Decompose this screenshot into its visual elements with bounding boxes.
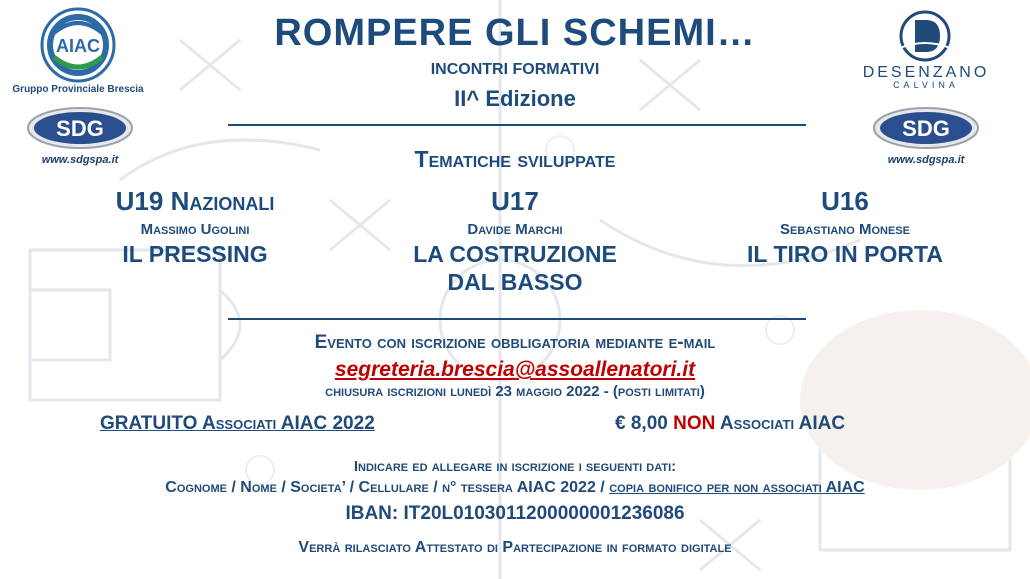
header-divider [228,124,806,126]
session-category: U17 [491,186,539,216]
edition-label: II^ Edizione [454,86,576,111]
session-category: U19 Nazionali [115,186,275,216]
pricing-paid [615,413,845,435]
registration-closing: chiusura iscrizioni lunedì 23 maggio 2022 - (posti limitati) [325,383,705,400]
sdg-left-text: SDG [56,116,104,141]
session-u16 [710,186,980,268]
required-fields-underlined: copia bonifico per non associati AIAC [609,479,865,496]
sdg-url-left: www.sdgspa.it [41,154,119,166]
iban-label: IBAN: IT20L0103011200000001236086 [345,503,685,524]
data-instruction: Indicare ed allegare in iscrizione i seguenti dati: [353,458,677,475]
session-coach: Sebastiano Monese [780,221,910,238]
free-rest: Associati AIAC 2022 [197,413,375,434]
club-subname: CALVINA [893,80,959,90]
non-rest: Associati AIAC [715,413,846,434]
price-value: € 8,00 [615,413,668,434]
required-fields [0,479,1030,497]
sdg-url-right: www.sdgspa.it [887,154,965,166]
sdg-logo-left-icon [26,106,134,150]
sdg-right-text: SDG [902,116,950,141]
required-fields-list: Cognome / Nome / Societa’ / Cellulare / n° tessera AIAC 2022 / [165,479,610,496]
footer-certificate-note: Verrà rilasciato Attestato di Partecipazione in formato digitale [298,539,732,556]
session-coach: Davide Marchi [467,221,563,238]
free-word: GRATUITO [100,413,198,434]
sdg-logo-right-icon [872,106,980,150]
session-topic: IL TIRO IN PORTA [747,241,943,267]
session-topic-line1: LA COSTRUZIONE [413,241,617,267]
svg-text:AIAC: AIAC [56,36,100,56]
session-topic-line2: DAL BASSO [447,269,583,295]
registration-email-link[interactable]: segreteria.brescia@assoallenatori.it [334,358,696,381]
session-u17 [380,186,650,296]
session-category: U16 [821,186,869,216]
pricing-free [100,413,375,435]
non-word: NON [673,413,716,434]
session-topic: IL PRESSING [122,241,268,267]
page-subtitle: INCONTRI FORMATIVI [430,61,600,78]
session-u19 [60,186,330,268]
section-divider [228,318,806,320]
registration-notice: Evento con iscrizione obbligatoria mediante e-mail [314,332,716,353]
association-group-label: Gruppo Provinciale Brescia [12,84,144,95]
page-title: ROMPERE GLI SCHEMI… [274,12,756,54]
topics-heading: Tematiche sviluppate [414,146,616,172]
session-coach: Massimo Ugolini [140,221,250,238]
club-name: DESENZANO [862,64,990,81]
